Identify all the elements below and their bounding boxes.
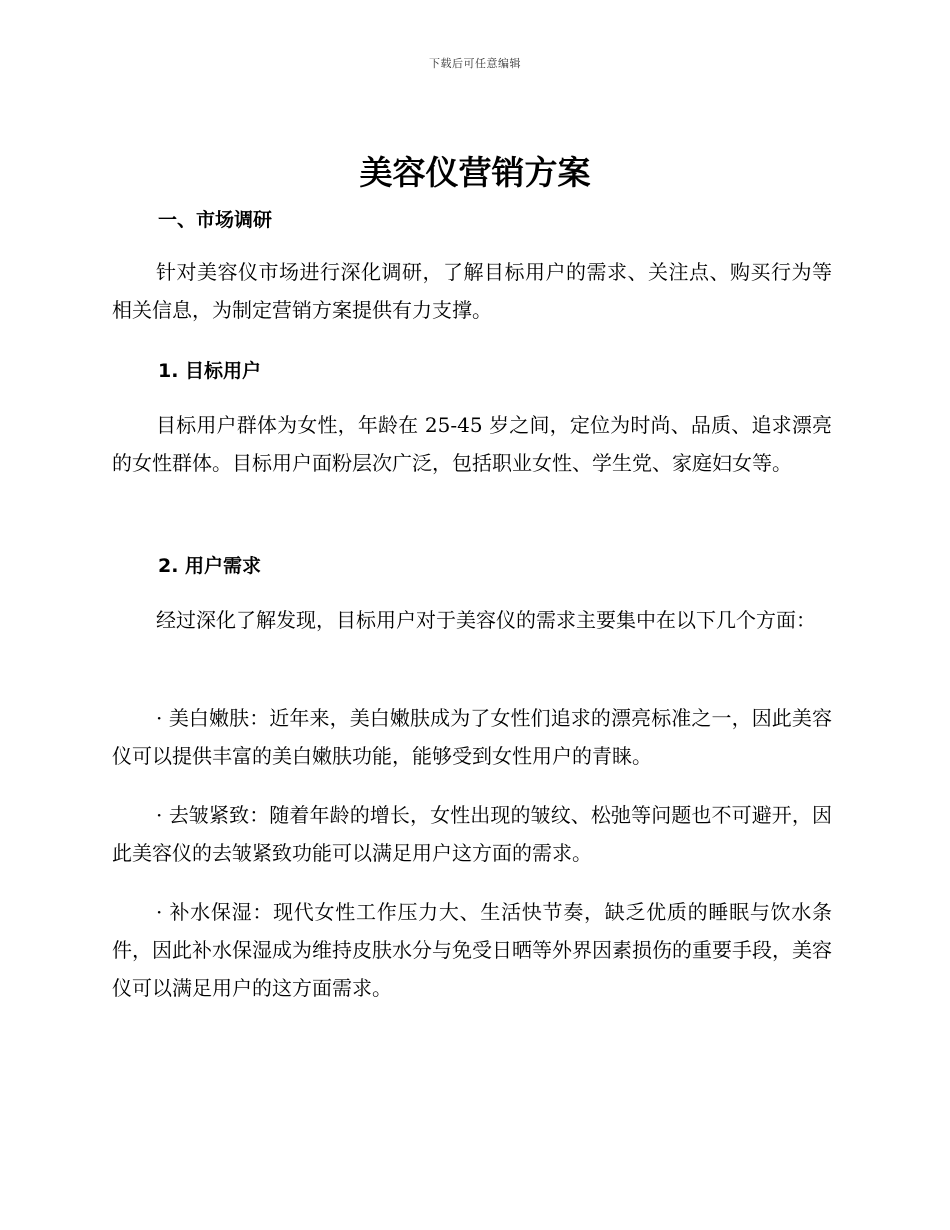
subsection-heading-user-needs: 2. 用户需求 xyxy=(158,555,262,577)
bullet-whitening: · 美白嫩肤：近年来，美白嫩肤成为了女性们追求的漂亮标准之一，因此美容仪可以提供丰富的美白嫩肤功能，能够受到女性用户的青睐。 xyxy=(112,706,832,768)
user-needs-intro-paragraph: 经过深化了解发现，目标用户对于美容仪的需求主要集中在以下几个方面： xyxy=(156,608,816,632)
bullet-hydration: · 补水保湿：现代女性工作压力大、生活快节奏，缺乏优质的睡眠与饮水条件，因此补水保湿成为维持皮肤水分与免受日晒等外界因素损伤的重要手段，美容仪可以满足用户的这方面需求。 xyxy=(112,900,832,1000)
bullet-anti-wrinkle: · 去皱紧致：随着年龄的增长，女性出现的皱纹、松弛等问题也不可避开，因此美容仪的去皱紧致功能可以满足用户这方面的需求。 xyxy=(112,803,832,865)
document-title: 美容仪营销方案 xyxy=(359,153,591,192)
section-intro-paragraph: 针对美容仪市场进行深化调研，了解目标用户的需求、关注点、购买行为等相关信息，为制定营销方案提供有力支撑。 xyxy=(112,260,832,322)
section-heading-market-research: 一、市场调研 xyxy=(158,209,273,231)
target-users-paragraph: 目标用户群体为女性，年龄在 25-45 岁之间，定位为时尚、品质、追求漂亮的女性群体。目标用户面粉层次广泛，包括职业女性、学生党、家庭妇女等。 xyxy=(112,413,832,475)
subsection-heading-target-users: 1. 目标用户 xyxy=(158,360,262,382)
header-note: 下载后可任意编辑 xyxy=(429,57,521,70)
